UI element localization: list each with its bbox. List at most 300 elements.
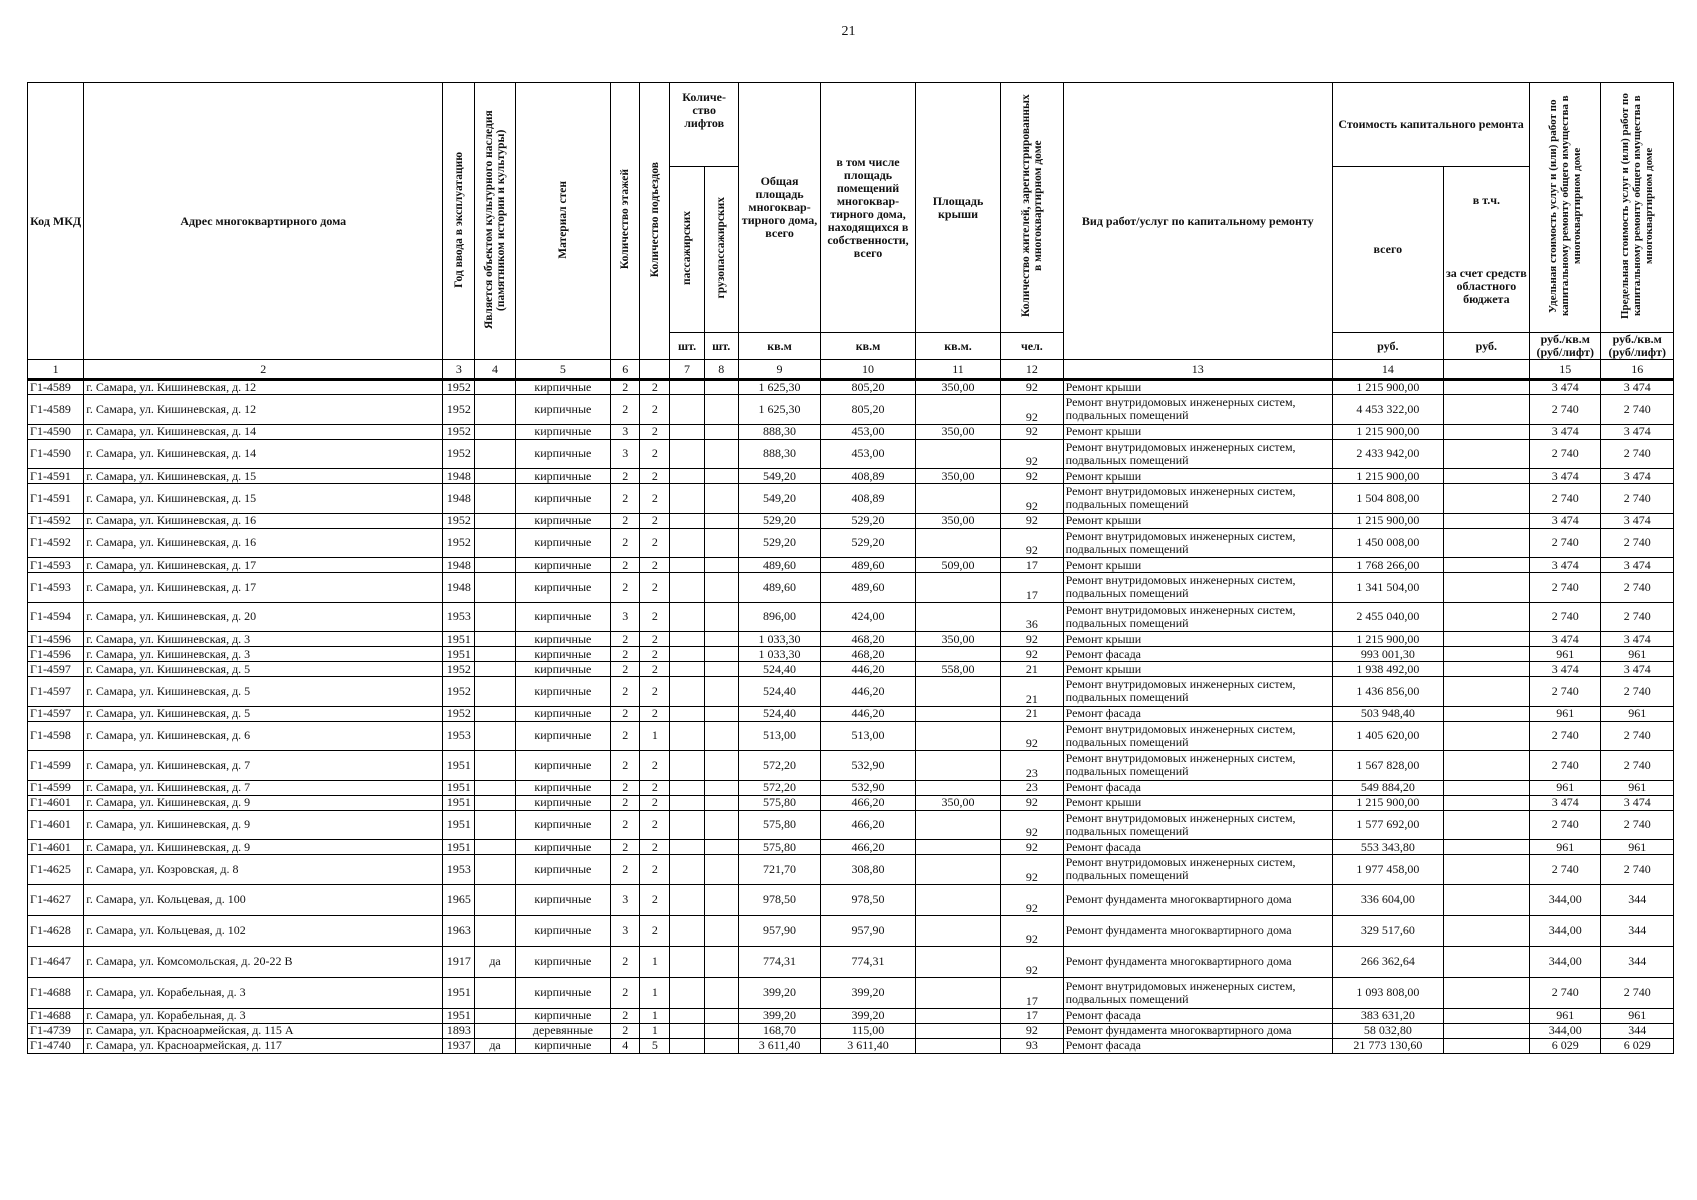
table-row xyxy=(28,1038,1674,1053)
table-row xyxy=(28,632,1674,647)
row-lifts-passenger xyxy=(670,395,704,425)
row-unit-cost: 961 xyxy=(1530,706,1601,721)
row-lifts-cargo xyxy=(704,558,738,573)
row-roof-area xyxy=(915,855,1000,885)
row-material: кирпичные xyxy=(515,380,611,395)
column-number: 14 xyxy=(1333,360,1444,380)
row-lifts-cargo xyxy=(704,810,738,840)
column-number: 2 xyxy=(84,360,443,380)
row-owned-area: 466,20 xyxy=(821,795,916,810)
row-work-type: Ремонт крыши xyxy=(1063,662,1332,677)
row-year: 1948 xyxy=(443,469,475,484)
column-number: 7 xyxy=(670,360,704,380)
row-year: 1951 xyxy=(443,840,475,855)
row-roof-area xyxy=(915,647,1000,662)
unit-owned-area: кв.м xyxy=(821,333,916,360)
row-owned-area: 115,00 xyxy=(821,1023,916,1038)
header-residents: Количество жителей, зарегистрированных в многоквартирном доме xyxy=(1019,94,1044,318)
row-unit-cost: 2 740 xyxy=(1530,721,1601,751)
header-cost-incl: в т.ч. xyxy=(1472,192,1500,207)
header-cost-regional-cell xyxy=(1443,167,1529,333)
row-unit-cost: 2 740 xyxy=(1530,751,1601,781)
row-heritage xyxy=(475,573,515,603)
row-heritage xyxy=(475,469,515,484)
row-lifts-cargo xyxy=(704,946,738,977)
row-work-type: Ремонт внутридомовых инженерных систем, подвальных помещений xyxy=(1063,677,1332,707)
row-entrances: 2 xyxy=(640,484,670,514)
row-owned-area: 399,20 xyxy=(821,977,916,1008)
row-work-type: Ремонт крыши xyxy=(1063,795,1332,810)
row-lifts-cargo xyxy=(704,721,738,751)
table-row xyxy=(28,706,1674,721)
row-code: Г1-4592 xyxy=(28,528,84,558)
row-work-type: Ремонт крыши xyxy=(1063,424,1332,439)
row-heritage xyxy=(475,439,515,469)
row-floors: 2 xyxy=(611,751,640,781)
row-unit-cost: 344,00 xyxy=(1530,884,1601,915)
row-code: Г1-4601 xyxy=(28,840,84,855)
row-material: кирпичные xyxy=(515,751,611,781)
row-residents: 92 xyxy=(1001,380,1063,395)
row-year: 1953 xyxy=(443,855,475,885)
row-lifts-cargo xyxy=(704,528,738,558)
row-floors: 2 xyxy=(611,528,640,558)
row-heritage xyxy=(475,751,515,781)
row-floors: 4 xyxy=(611,1038,640,1053)
row-lifts-cargo xyxy=(704,1023,738,1038)
row-owned-area: 453,00 xyxy=(821,439,916,469)
header-code: Код МКД xyxy=(28,83,84,360)
row-max-cost: 2 740 xyxy=(1601,395,1674,425)
row-roof-area xyxy=(915,602,1000,632)
row-work-type: Ремонт крыши xyxy=(1063,632,1332,647)
row-roof-area: 350,00 xyxy=(915,424,1000,439)
row-cost-total: 1 215 900,00 xyxy=(1333,513,1444,528)
row-residents: 92 xyxy=(1001,469,1063,484)
row-total-area: 888,30 xyxy=(738,424,820,439)
column-number-row xyxy=(28,360,1674,380)
row-heritage xyxy=(475,632,515,647)
row-code: Г1-4596 xyxy=(28,647,84,662)
row-heritage xyxy=(475,528,515,558)
row-unit-cost: 2 740 xyxy=(1530,439,1601,469)
row-cost-total: 1 450 008,00 xyxy=(1333,528,1444,558)
row-cost-total: 383 631,20 xyxy=(1333,1008,1444,1023)
row-work-type: Ремонт внутридомовых инженерных систем, подвальных помещений xyxy=(1063,484,1332,514)
row-entrances: 2 xyxy=(640,915,670,946)
row-lifts-cargo xyxy=(704,1038,738,1053)
row-max-cost: 2 740 xyxy=(1601,439,1674,469)
row-cost-total: 553 343,80 xyxy=(1333,840,1444,855)
row-entrances: 2 xyxy=(640,573,670,603)
row-work-type: Ремонт внутридомовых инженерных систем, подвальных помещений xyxy=(1063,439,1332,469)
row-floors: 2 xyxy=(611,706,640,721)
row-floors: 3 xyxy=(611,439,640,469)
table-row xyxy=(28,662,1674,677)
row-lifts-passenger xyxy=(670,706,704,721)
row-lifts-cargo xyxy=(704,795,738,810)
row-unit-cost: 2 740 xyxy=(1530,395,1601,425)
row-address: г. Самара, ул. Кишиневская, д. 12 xyxy=(84,380,443,395)
row-material: кирпичные xyxy=(515,855,611,885)
row-residents: 17 xyxy=(1001,573,1063,603)
row-entrances: 2 xyxy=(640,662,670,677)
row-owned-area: 446,20 xyxy=(821,706,916,721)
row-total-area: 529,20 xyxy=(738,513,820,528)
row-roof-area: 350,00 xyxy=(915,380,1000,395)
row-roof-area xyxy=(915,884,1000,915)
row-unit-cost: 961 xyxy=(1530,1008,1601,1023)
row-owned-area: 529,20 xyxy=(821,528,916,558)
row-lifts-passenger xyxy=(670,677,704,707)
row-cost-regional xyxy=(1443,855,1529,885)
row-heritage xyxy=(475,513,515,528)
row-unit-cost: 2 740 xyxy=(1530,677,1601,707)
row-unit-cost: 344,00 xyxy=(1530,946,1601,977)
row-unit-cost: 3 474 xyxy=(1530,558,1601,573)
row-material: кирпичные xyxy=(515,439,611,469)
row-address: г. Самара, ул. Красноармейская, д. 115 А xyxy=(84,1023,443,1038)
row-max-cost: 344 xyxy=(1601,884,1674,915)
row-owned-area: 532,90 xyxy=(821,751,916,781)
row-heritage xyxy=(475,855,515,885)
row-lifts-passenger xyxy=(670,380,704,395)
row-year: 1917 xyxy=(443,946,475,977)
row-cost-total: 549 884,20 xyxy=(1333,780,1444,795)
row-owned-area: 446,20 xyxy=(821,662,916,677)
row-code: Г1-4593 xyxy=(28,573,84,603)
table-row xyxy=(28,602,1674,632)
row-roof-area: 558,00 xyxy=(915,662,1000,677)
row-lifts-cargo xyxy=(704,855,738,885)
row-cost-regional xyxy=(1443,662,1529,677)
row-lifts-passenger xyxy=(670,915,704,946)
row-floors: 2 xyxy=(611,513,640,528)
row-unit-cost: 2 740 xyxy=(1530,977,1601,1008)
header-material: Материал стен xyxy=(556,180,569,259)
row-lifts-passenger xyxy=(670,855,704,885)
row-heritage xyxy=(475,602,515,632)
row-entrances: 2 xyxy=(640,602,670,632)
row-residents: 92 xyxy=(1001,946,1063,977)
row-code: Г1-4599 xyxy=(28,780,84,795)
row-lifts-passenger xyxy=(670,840,704,855)
row-total-area: 957,90 xyxy=(738,915,820,946)
column-number: 5 xyxy=(515,360,611,380)
row-material: кирпичные xyxy=(515,946,611,977)
row-max-cost: 2 740 xyxy=(1601,810,1674,840)
row-cost-regional xyxy=(1443,840,1529,855)
row-cost-regional xyxy=(1443,439,1529,469)
row-address: г. Самара, ул. Кишиневская, д. 9 xyxy=(84,810,443,840)
row-floors: 3 xyxy=(611,915,640,946)
table-body xyxy=(28,380,1674,1054)
row-work-type: Ремонт фундамента многоквартирного дома xyxy=(1063,946,1332,977)
row-lifts-passenger xyxy=(670,469,704,484)
row-year: 1952 xyxy=(443,424,475,439)
row-total-area: 572,20 xyxy=(738,751,820,781)
row-year: 1951 xyxy=(443,632,475,647)
row-entrances: 2 xyxy=(640,751,670,781)
row-heritage xyxy=(475,662,515,677)
row-cost-total: 1 567 828,00 xyxy=(1333,751,1444,781)
row-floors: 2 xyxy=(611,469,640,484)
unit-unit-cost: руб./кв.м (руб/лифт) xyxy=(1530,333,1601,360)
row-cost-regional xyxy=(1443,469,1529,484)
row-residents: 92 xyxy=(1001,439,1063,469)
row-entrances: 2 xyxy=(640,780,670,795)
row-floors: 2 xyxy=(611,647,640,662)
table-row xyxy=(28,528,1674,558)
row-cost-regional xyxy=(1443,647,1529,662)
row-heritage xyxy=(475,915,515,946)
table-row xyxy=(28,855,1674,885)
row-cost-regional xyxy=(1443,380,1529,395)
table-row xyxy=(28,424,1674,439)
row-code: Г1-4594 xyxy=(28,602,84,632)
row-unit-cost: 961 xyxy=(1530,780,1601,795)
row-max-cost: 2 740 xyxy=(1601,721,1674,751)
row-material: кирпичные xyxy=(515,513,611,528)
row-cost-regional xyxy=(1443,573,1529,603)
row-address: г. Самара, ул. Кольцевая, д. 100 xyxy=(84,884,443,915)
row-entrances: 2 xyxy=(640,647,670,662)
table-row xyxy=(28,795,1674,810)
header-lifts: Количе-ство лифтов xyxy=(670,83,738,167)
row-address: г. Самара, ул. Кишиневская, д. 7 xyxy=(84,780,443,795)
row-unit-cost: 2 740 xyxy=(1530,573,1601,603)
row-code: Г1-4597 xyxy=(28,706,84,721)
row-code: Г1-4589 xyxy=(28,380,84,395)
row-lifts-cargo xyxy=(704,677,738,707)
row-roof-area xyxy=(915,528,1000,558)
row-year: 1893 xyxy=(443,1023,475,1038)
row-total-area: 168,70 xyxy=(738,1023,820,1038)
row-roof-area xyxy=(915,721,1000,751)
row-unit-cost: 3 474 xyxy=(1530,632,1601,647)
row-material: кирпичные xyxy=(515,795,611,810)
row-lifts-passenger xyxy=(670,751,704,781)
capital-repair-table xyxy=(27,82,1674,1054)
row-address: г. Самара, ул. Кишиневская, д. 20 xyxy=(84,602,443,632)
row-roof-area: 350,00 xyxy=(915,795,1000,810)
row-code: Г1-4740 xyxy=(28,1038,84,1053)
row-lifts-cargo xyxy=(704,573,738,603)
row-year: 1951 xyxy=(443,1008,475,1023)
row-entrances: 5 xyxy=(640,1038,670,1053)
row-heritage xyxy=(475,780,515,795)
row-code: Г1-4598 xyxy=(28,721,84,751)
header-address: Адрес многоквартирного дома xyxy=(84,83,443,360)
row-lifts-passenger xyxy=(670,1038,704,1053)
row-roof-area xyxy=(915,915,1000,946)
row-total-area: 524,40 xyxy=(738,706,820,721)
row-unit-cost: 2 740 xyxy=(1530,602,1601,632)
row-max-cost: 2 740 xyxy=(1601,528,1674,558)
column-number: 12 xyxy=(1001,360,1063,380)
row-entrances: 2 xyxy=(640,469,670,484)
row-lifts-cargo xyxy=(704,840,738,855)
row-address: г. Самара, ул. Кишиневская, д. 6 xyxy=(84,721,443,751)
row-total-area: 1 033,30 xyxy=(738,632,820,647)
row-total-area: 549,20 xyxy=(738,484,820,514)
unit-roof-area: кв.м. xyxy=(915,333,1000,360)
row-roof-area xyxy=(915,1008,1000,1023)
row-owned-area: 453,00 xyxy=(821,424,916,439)
row-material: кирпичные xyxy=(515,573,611,603)
row-total-area: 1 033,30 xyxy=(738,647,820,662)
header-unit-cost: Удельная стоимость услуг и (или) работ по капитальному ремонту общего имущества в многоквартирном доме xyxy=(1547,95,1584,317)
row-cost-total: 1 977 458,00 xyxy=(1333,855,1444,885)
row-cost-regional xyxy=(1443,751,1529,781)
row-work-type: Ремонт внутридомовых инженерных систем, подвальных помещений xyxy=(1063,751,1332,781)
table-row xyxy=(28,677,1674,707)
row-floors: 2 xyxy=(611,662,640,677)
row-year: 1952 xyxy=(443,677,475,707)
table-row xyxy=(28,1023,1674,1038)
row-cost-total: 336 604,00 xyxy=(1333,884,1444,915)
row-residents: 92 xyxy=(1001,1023,1063,1038)
row-max-cost: 2 740 xyxy=(1601,677,1674,707)
row-cost-total: 266 362,64 xyxy=(1333,946,1444,977)
row-residents: 17 xyxy=(1001,977,1063,1008)
row-cost-regional xyxy=(1443,977,1529,1008)
row-max-cost: 961 xyxy=(1601,706,1674,721)
row-residents: 92 xyxy=(1001,484,1063,514)
row-cost-total: 503 948,40 xyxy=(1333,706,1444,721)
row-cost-total: 993 001,30 xyxy=(1333,647,1444,662)
row-residents: 36 xyxy=(1001,602,1063,632)
row-heritage xyxy=(475,795,515,810)
row-floors: 2 xyxy=(611,810,640,840)
row-year: 1937 xyxy=(443,1038,475,1053)
column-number: 16 xyxy=(1601,360,1674,380)
row-lifts-passenger xyxy=(670,1008,704,1023)
row-unit-cost: 2 740 xyxy=(1530,484,1601,514)
row-code: Г1-4592 xyxy=(28,513,84,528)
row-lifts-cargo xyxy=(704,751,738,781)
header-cost-total: всего xyxy=(1333,167,1444,333)
row-material: кирпичные xyxy=(515,558,611,573)
row-cost-regional xyxy=(1443,946,1529,977)
table-row xyxy=(28,840,1674,855)
row-cost-total: 1 215 900,00 xyxy=(1333,632,1444,647)
row-code: Г1-4647 xyxy=(28,946,84,977)
row-entrances: 2 xyxy=(640,677,670,707)
row-work-type: Ремонт внутридомовых инженерных систем, подвальных помещений xyxy=(1063,855,1332,885)
row-address: г. Самара, ул. Кишиневская, д. 9 xyxy=(84,795,443,810)
table-row xyxy=(28,558,1674,573)
unit-cost-regional: руб. xyxy=(1443,333,1529,360)
row-material: кирпичные xyxy=(515,810,611,840)
row-lifts-passenger xyxy=(670,721,704,751)
row-lifts-passenger xyxy=(670,884,704,915)
row-year: 1952 xyxy=(443,528,475,558)
row-lifts-passenger xyxy=(670,647,704,662)
row-total-area: 896,00 xyxy=(738,602,820,632)
row-material: кирпичные xyxy=(515,469,611,484)
row-total-area: 774,31 xyxy=(738,946,820,977)
column-number: 10 xyxy=(821,360,916,380)
row-lifts-passenger xyxy=(670,439,704,469)
row-material: кирпичные xyxy=(515,395,611,425)
unit-max-cost: руб./кв.м (руб/лифт) xyxy=(1601,333,1674,360)
row-work-type: Ремонт крыши xyxy=(1063,558,1332,573)
row-material: кирпичные xyxy=(515,721,611,751)
row-cost-total: 58 032,80 xyxy=(1333,1023,1444,1038)
column-number: 11 xyxy=(915,360,1000,380)
row-heritage xyxy=(475,424,515,439)
row-entrances: 2 xyxy=(640,513,670,528)
row-year: 1951 xyxy=(443,751,475,781)
row-total-area: 721,70 xyxy=(738,855,820,885)
row-owned-area: 532,90 xyxy=(821,780,916,795)
row-cost-total: 1 436 856,00 xyxy=(1333,677,1444,707)
row-owned-area: 489,60 xyxy=(821,558,916,573)
row-address: г. Самара, ул. Кишиневская, д. 14 xyxy=(84,424,443,439)
row-entrances: 1 xyxy=(640,721,670,751)
row-lifts-passenger xyxy=(670,528,704,558)
row-heritage xyxy=(475,977,515,1008)
row-owned-area: 399,20 xyxy=(821,1008,916,1023)
table-row xyxy=(28,484,1674,514)
row-lifts-cargo xyxy=(704,484,738,514)
row-year: 1951 xyxy=(443,780,475,795)
column-number xyxy=(640,360,670,380)
row-entrances: 1 xyxy=(640,1008,670,1023)
row-residents: 92 xyxy=(1001,528,1063,558)
table-row xyxy=(28,915,1674,946)
row-year: 1948 xyxy=(443,573,475,603)
row-work-type: Ремонт фасада xyxy=(1063,1008,1332,1023)
row-roof-area xyxy=(915,780,1000,795)
row-cost-total: 1 215 900,00 xyxy=(1333,795,1444,810)
row-residents: 21 xyxy=(1001,662,1063,677)
row-max-cost: 3 474 xyxy=(1601,558,1674,573)
row-owned-area: 466,20 xyxy=(821,840,916,855)
row-address: г. Самара, ул. Корабельная, д. 3 xyxy=(84,977,443,1008)
row-cost-regional xyxy=(1443,558,1529,573)
table-row xyxy=(28,647,1674,662)
row-lifts-passenger xyxy=(670,602,704,632)
row-cost-total: 1 093 808,00 xyxy=(1333,977,1444,1008)
row-year: 1963 xyxy=(443,915,475,946)
row-roof-area xyxy=(915,484,1000,514)
row-max-cost: 3 474 xyxy=(1601,662,1674,677)
row-residents: 17 xyxy=(1001,1008,1063,1023)
row-work-type: Ремонт фундамента многоквартирного дома xyxy=(1063,915,1332,946)
row-residents: 92 xyxy=(1001,721,1063,751)
row-floors: 2 xyxy=(611,573,640,603)
row-address: г. Самара, ул. Кишиневская, д. 3 xyxy=(84,647,443,662)
row-year: 1951 xyxy=(443,647,475,662)
row-total-area: 399,20 xyxy=(738,1008,820,1023)
row-residents: 92 xyxy=(1001,395,1063,425)
row-entrances: 2 xyxy=(640,558,670,573)
row-unit-cost: 3 474 xyxy=(1530,662,1601,677)
column-number: 8 xyxy=(704,360,738,380)
unit-cost-total: руб. xyxy=(1333,333,1444,360)
row-address: г. Самара, ул. Козровская, д. 8 xyxy=(84,855,443,885)
row-address: г. Самара, ул. Кишиневская, д. 5 xyxy=(84,706,443,721)
row-address: г. Самара, ул. Кишиневская, д. 12 xyxy=(84,395,443,425)
row-max-cost: 3 474 xyxy=(1601,632,1674,647)
row-cost-total: 21 773 130,60 xyxy=(1333,1038,1444,1053)
row-lifts-cargo xyxy=(704,632,738,647)
row-cost-regional xyxy=(1443,915,1529,946)
row-lifts-cargo xyxy=(704,706,738,721)
row-code: Г1-4628 xyxy=(28,915,84,946)
